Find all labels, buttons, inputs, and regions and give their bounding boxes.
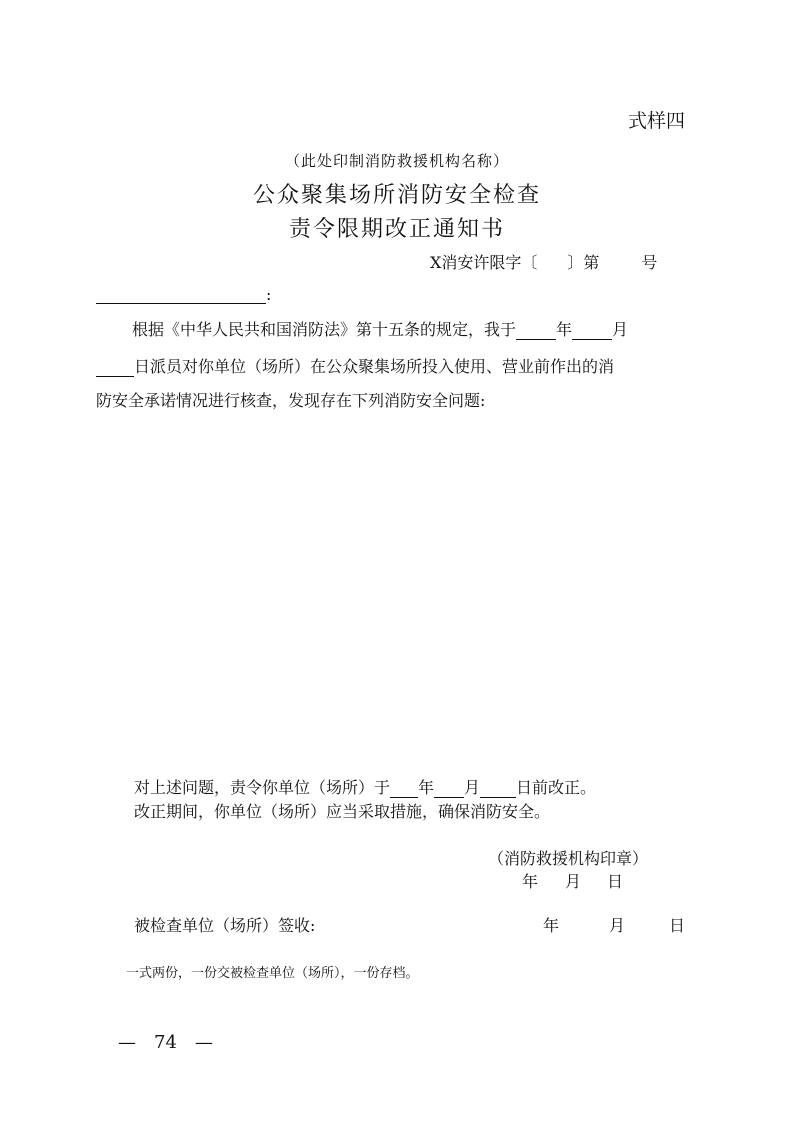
paragraph-line-3: 防安全承诺情况进行核查，发现存在下列消防安全问题: <box>96 391 486 410</box>
receipt-month-label: 月 <box>609 916 626 935</box>
receipt-day-label: 日 <box>669 916 686 935</box>
addressee-colon: : <box>266 285 272 304</box>
stamp-month-label: 月 <box>565 872 582 891</box>
p2-text: 日派员对你单位（场所）在公众聚集场所投入使用、营业前作出的消 <box>134 357 615 376</box>
addressee-line <box>96 285 271 304</box>
order-tail-text: 日前改正。 <box>516 778 597 797</box>
p1-lead-text: 根据《中华人民共和国消防法》第十五条的规定，我于 <box>132 320 517 339</box>
paragraph-line-1 <box>96 317 700 340</box>
p1-year-label: 年 <box>556 320 573 339</box>
stamp-label: （消防救援机构印章） <box>488 849 649 868</box>
stamp-date <box>522 869 623 892</box>
inspection-day-blank[interactable] <box>96 358 134 377</box>
inspection-year-blank[interactable] <box>516 321 556 340</box>
p1-month-label: 月 <box>612 320 629 339</box>
receipt-date <box>543 913 685 936</box>
deadline-day-blank[interactable] <box>480 779 516 798</box>
deadline-month-blank[interactable] <box>434 779 464 798</box>
doc-number-bracket-close: 〕第 <box>567 253 600 272</box>
doc-number-suffix: 号 <box>641 253 658 272</box>
paragraph-line-2 <box>96 354 700 377</box>
receipt-signature-label: 被检查单位（场所）签收: <box>134 916 316 935</box>
document-number <box>430 250 657 273</box>
order-lead-text: 对上述问题，责令你单位（场所）于 <box>134 778 391 797</box>
sample-label: 式样四 <box>628 110 686 132</box>
receipt-year-label: 年 <box>543 916 560 935</box>
stamp-year-label: 年 <box>522 872 539 891</box>
rectification-order-line <box>134 775 596 798</box>
stamp-day-label: 日 <box>607 872 624 891</box>
order-month-label: 月 <box>464 778 481 797</box>
copies-note: 一式两份，一份交被检查单位（场所），一份存档。 <box>126 966 419 981</box>
order-year-label: 年 <box>418 778 435 797</box>
doc-number-prefix: X消安许限字〔 <box>430 253 538 272</box>
deadline-year-blank[interactable] <box>390 779 418 798</box>
page-number: — 74 — <box>118 1032 213 1053</box>
document-title-line1: 公众聚集场所消防安全检查 <box>252 183 541 208</box>
interim-measures-line: 改正期间，你单位（场所）应当采取措施，确保消防安全。 <box>134 802 551 821</box>
addressee-blank[interactable] <box>96 285 266 304</box>
issuer-placeholder: （此处印制消防救援机构名称） <box>284 152 509 170</box>
inspection-month-blank[interactable] <box>572 321 612 340</box>
document-title-line2: 责令限期改正通知书 <box>288 217 505 242</box>
